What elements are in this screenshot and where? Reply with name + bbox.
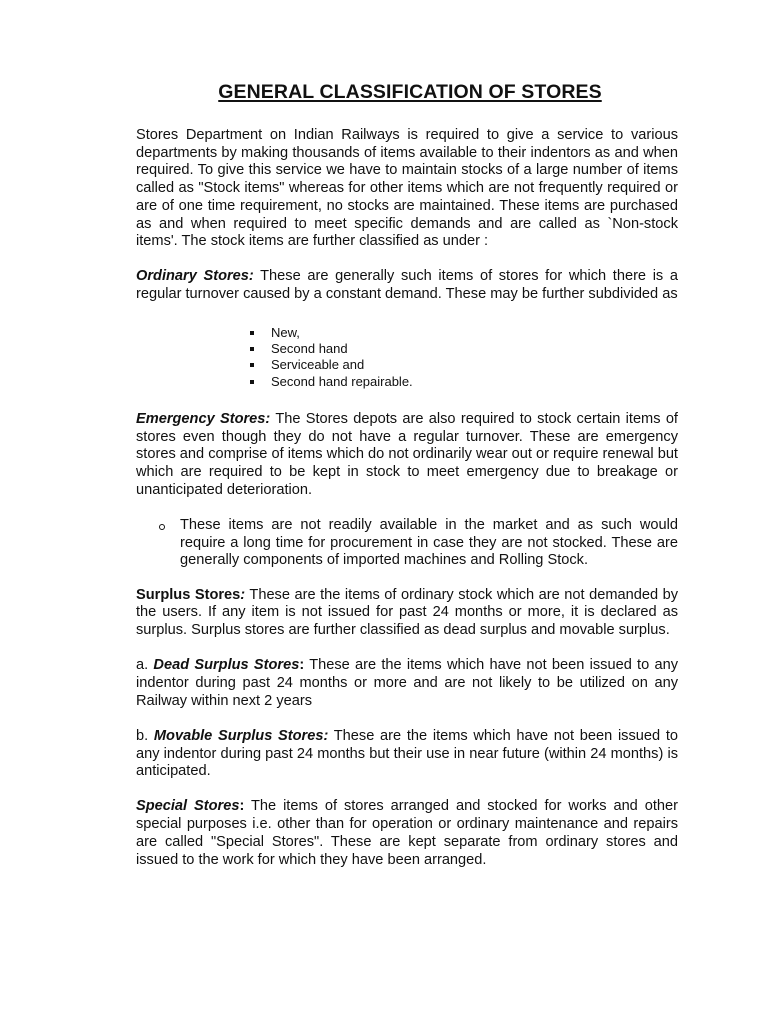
emergency-stores-text: The Stores depots are also required to stock certain items of stores even though they do not have a regular turnover. These are emergency stores and comprise of items which do not ordinarily wear out or require renewal but which are required to be kept in stock to meet emergency due to breakage or unanticipated deterioration. bbox=[136, 411, 678, 498]
movable-surplus-label: Movable Surplus Stores: bbox=[153, 727, 329, 744]
document-page bbox=[136, 80, 678, 869]
dead-surplus-prefix: a. bbox=[136, 657, 154, 674]
ordinary-stores-paragraph bbox=[136, 268, 678, 303]
list-item: Second hand bbox=[248, 341, 678, 357]
intro-paragraph: Stores Department on Indian Railways is required to give a service to various departments by making thousands of items available to their indentors as and when required. To give this service we have to maintain stocks of a large number of items called as "Stock items" whereas for other items which are not frequently required or are of one time requirement, no stocks are maintained. These items are purchased as and when required to meet specific demands and are called as `Non-stock items'. The stock items are further classified as under : bbox=[136, 127, 678, 250]
square-bullet-icon bbox=[250, 363, 254, 367]
square-bullet-icon bbox=[250, 380, 254, 384]
surplus-stores-text: These are the items of ordinary stock which are not demanded by the users. If any item is not issued for past 24 months or more, it is declared as surplus. Surplus stores are further classified as dead surplus and movable surplus. bbox=[136, 586, 678, 639]
ordinary-stores-subdivision-list bbox=[136, 325, 678, 390]
square-bullet-icon bbox=[250, 331, 254, 335]
list-item: Second hand repairable. bbox=[248, 374, 678, 390]
dead-surplus-label: Dead Surplus Stores bbox=[153, 657, 300, 674]
dead-surplus-colon: : bbox=[299, 657, 305, 674]
special-stores-text: The items of stores arranged and stocked for works and other special purposes i.e. other than for operation or ordinary maintenance and repairs are called "Special Stores". These are kept separate from ordinary stores and issued to the work for which they have been arranged. bbox=[136, 798, 678, 868]
special-stores-label: Special Stores bbox=[136, 798, 240, 815]
ordinary-stores-label: Ordinary Stores: bbox=[136, 268, 254, 285]
movable-surplus-text: These are the items which have not been issued to any indentor during past 24 months but their use in near future (within 24 months) is anticipated. bbox=[136, 727, 679, 780]
emergency-stores-label: Emergency Stores: bbox=[136, 411, 271, 428]
dead-surplus-paragraph bbox=[136, 657, 678, 710]
dead-surplus-text: These are the items which have not been issued to any indentor during past 24 months or more and are not likely to be utilized on any Railway within next 2 years bbox=[136, 657, 678, 709]
list-item: New, bbox=[248, 325, 678, 341]
special-stores-paragraph bbox=[136, 798, 678, 869]
emergency-stores-paragraph bbox=[136, 411, 678, 500]
ordinary-stores-text: These are generally such items of stores for which there is a regular turnover caused by a constant demand. These may be further subdivided as bbox=[136, 268, 678, 303]
list-item: Serviceable and bbox=[248, 357, 678, 373]
surplus-stores-colon: : bbox=[240, 586, 246, 603]
circle-bullet-icon bbox=[159, 524, 165, 530]
emergency-sub-item-text: These items are not readily available in the market and as such would require a long time for procurement in case they are not stocked. These are generally components of imported machines and Rolling Stock. bbox=[180, 517, 678, 569]
page-title: GENERAL CLASSIFICATION OF STORES bbox=[218, 81, 602, 103]
surplus-stores-paragraph bbox=[136, 587, 678, 640]
surplus-stores-label: Surplus Stores bbox=[136, 586, 241, 603]
emergency-sub-item bbox=[136, 517, 678, 570]
special-stores-colon: : bbox=[239, 798, 245, 815]
square-bullet-icon bbox=[250, 347, 254, 351]
movable-surplus-prefix: b. bbox=[136, 727, 154, 744]
movable-surplus-paragraph bbox=[136, 728, 678, 781]
